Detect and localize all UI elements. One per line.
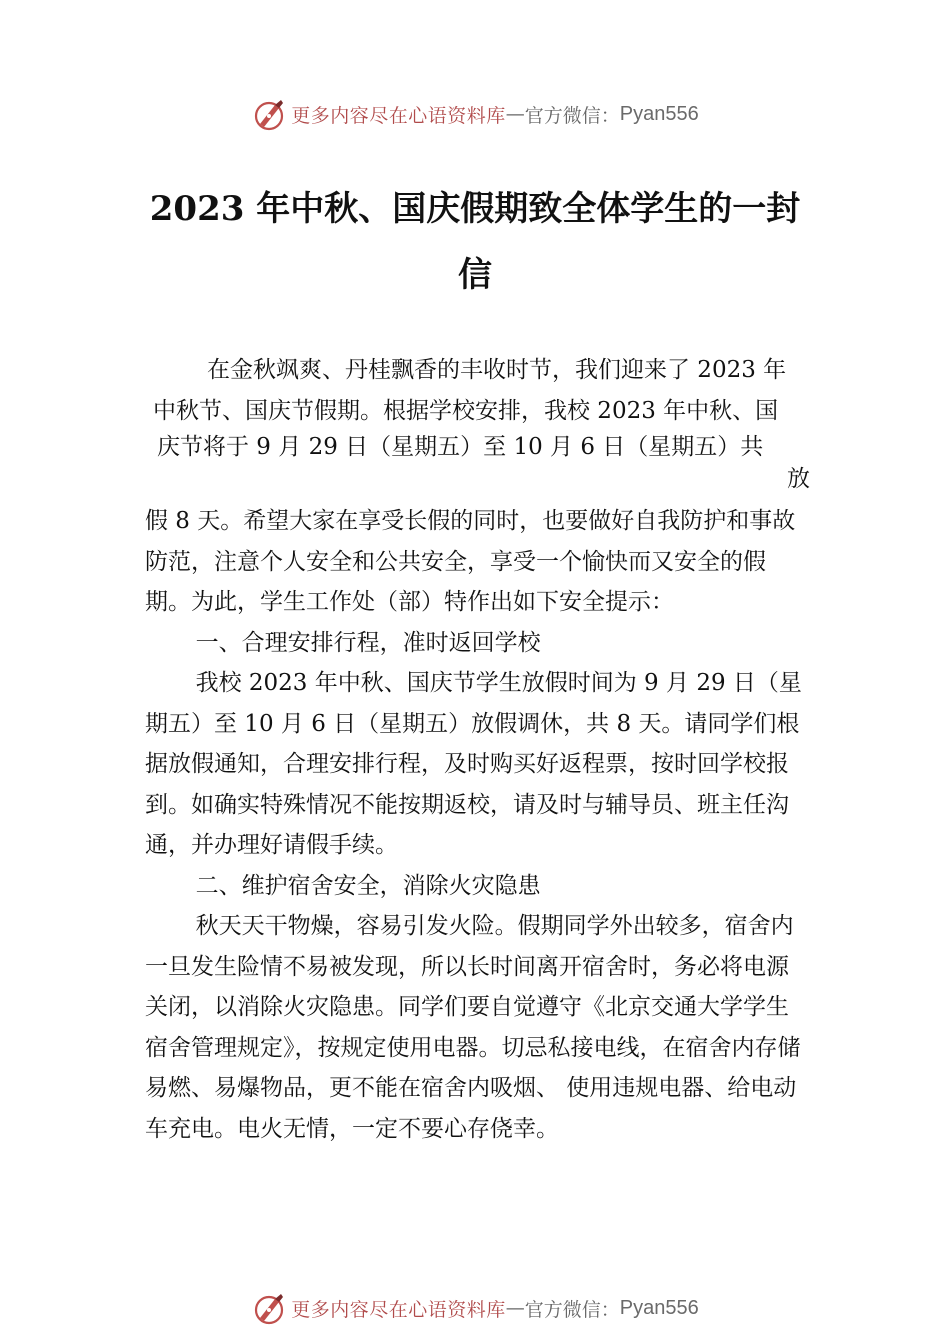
watermark-brand: 更多内容尽在心语资料库 <box>291 104 506 127</box>
section-1-heading: 一、合理安排行程，准时返回学校 <box>195 629 541 656</box>
watermark-separator: — <box>505 103 525 125</box>
watermark-handle: Pyan556 <box>619 102 699 125</box>
title-line-2: 信 <box>458 255 492 295</box>
document-title <box>145 176 805 308</box>
intro-line-1: 在金秋飒爽、丹桂飘香的丰收时节，我们迎来了 2023 年 <box>207 357 787 383</box>
section-2-heading: 二、维护宿舍安全，消除火灾隐患 <box>195 872 541 899</box>
intro-line-2: 中秋节、国庆节假期。根据学校安排，我校 2023 年中秋、国 <box>153 397 779 424</box>
footer-watermark <box>0 1288 950 1328</box>
footer-watermark-separator: — <box>505 1297 525 1319</box>
watermark-label: 官方微信： <box>524 104 620 127</box>
section-2-body: 秋天天干物燥，容易引发火险。假期同学外出较多，宿舍内一旦发生险情不易被发现，所以长时间离开宿舍时，务必将电源关闭，以消除火灾隐患。同学们要自觉遵守《北京交通大学学生宿舍管理规定》，按规定使用电器。切忌私接电线，在宿舍内存储易燃、易爆物品，更不能在宿舍内吸烟、 使用违规电器、给电动车充电。电火无情，一定不要心存侥幸。 <box>145 913 801 1142</box>
pen-nib-logo-icon <box>251 1290 287 1326</box>
intro-line-3: 庆节将于 9 月 29 日（星期五）至 10 月 6 日（星期五）共 <box>157 434 764 460</box>
title-line-1: 2023 年中秋、国庆假期致全体学生的一封 <box>149 189 801 229</box>
section-1-body: 我校 2023 年中秋、国庆节学生放假时间为 9 月 29 日（星期五）至 10 月 6 日（星期五）放假调休，共 8 天。请同学们根据放假通知，合理安排行程，及时购买好返程票，按时回学校报到。如确实特殊情况不能按期返校，请及时与辅导员、班主任沟通，并办理好请假手续。 <box>145 670 802 858</box>
footer-watermark-handle: Pyan556 <box>619 1296 699 1319</box>
pen-nib-logo-icon <box>251 96 287 132</box>
intro-paragraph-rest: 假 8 天。希望大家在享受长假的同时，也要做好自我防护和事故防范，注意个人安全和公共安全，享受一个愉快而又安全的假期。为此，学生工作处（部）特作出如下安全提示： <box>145 508 796 615</box>
intro-line-4: 放 <box>787 466 810 492</box>
footer-watermark-brand: 更多内容尽在心语资料库 <box>291 1298 506 1321</box>
footer-watermark-label: 官方微信： <box>524 1298 620 1321</box>
document-body <box>145 350 810 1149</box>
header-watermark <box>0 94 950 134</box>
